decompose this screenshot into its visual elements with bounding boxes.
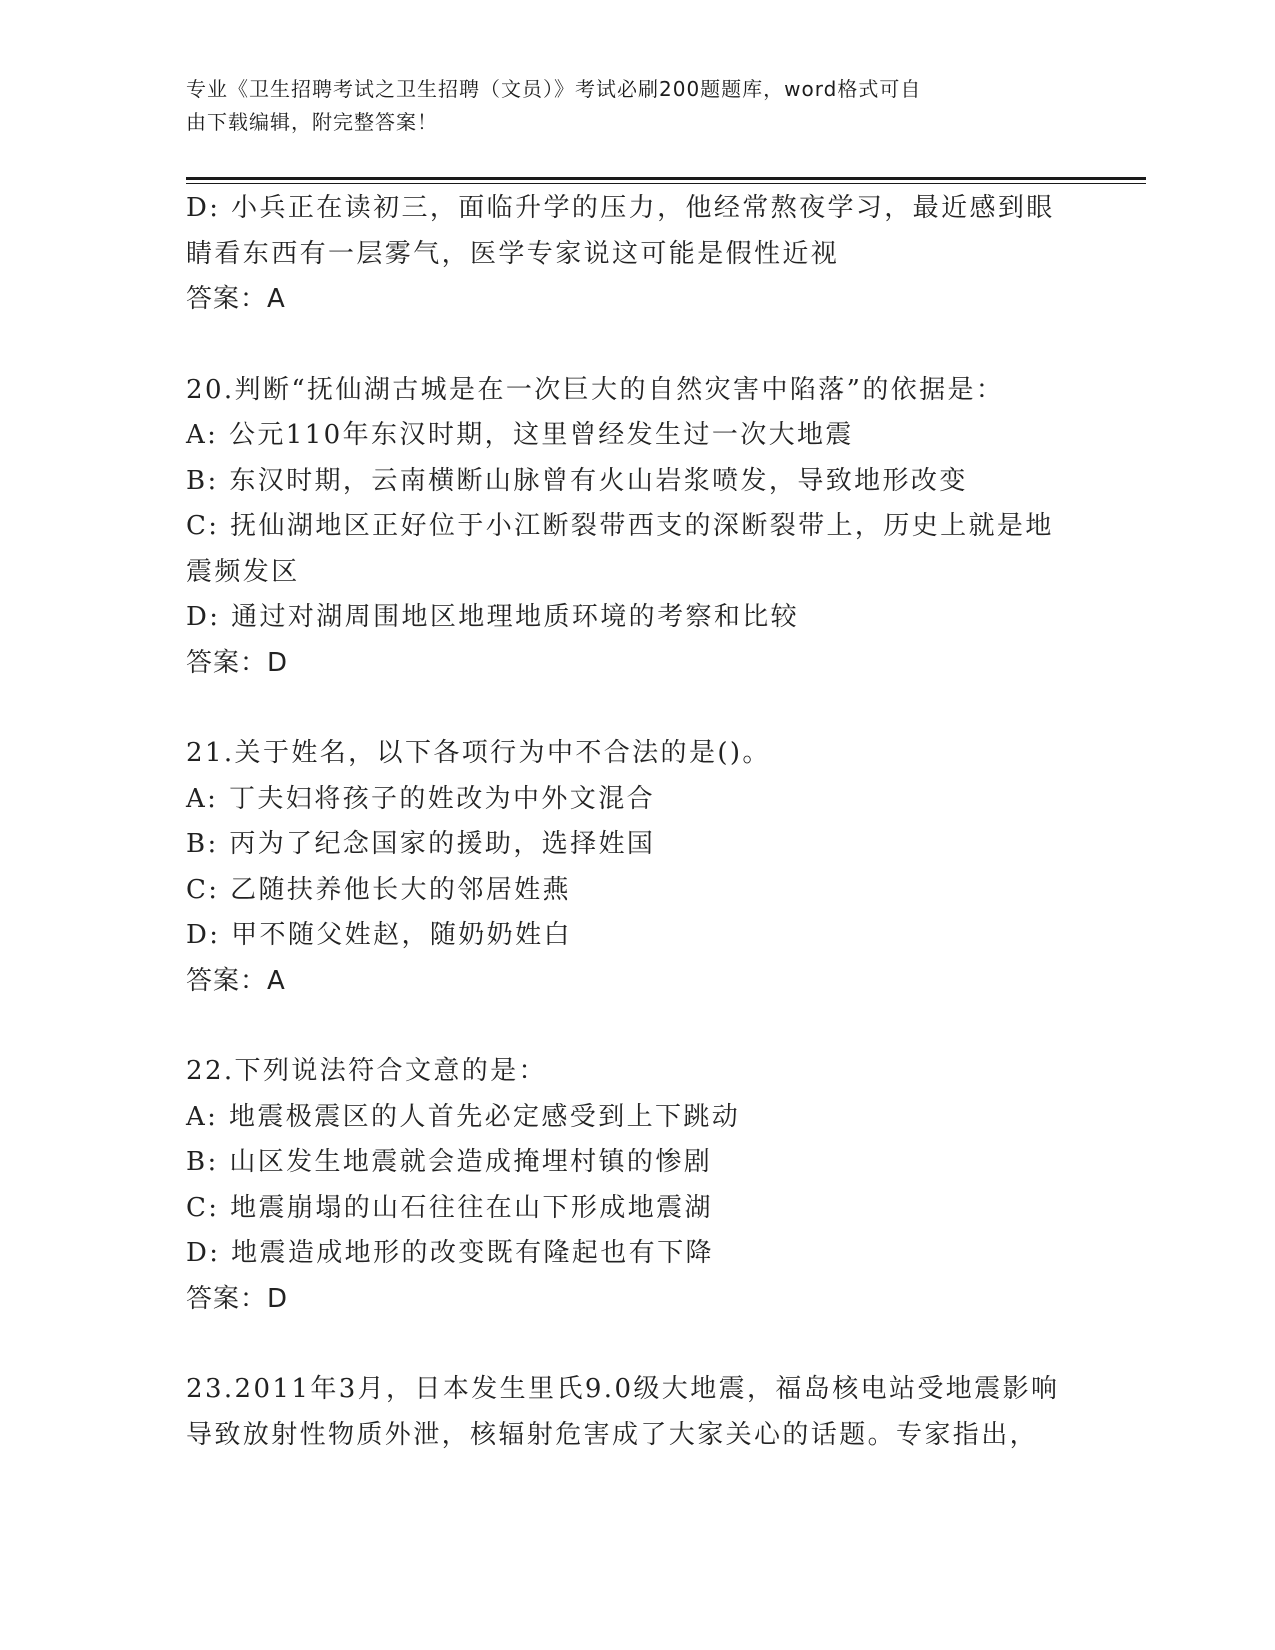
question-23 [186,1367,1086,1458]
header-line-1: 专业《卫生招聘考试之卫生招聘（文员）》考试必刷200题题库，word格式可自 [186,77,922,101]
option-a: A: 丁夫妇将孩子的姓改为中外文混合 [186,783,656,814]
spacer [186,1004,1086,1049]
answer: 答案：A [186,965,286,996]
spacer [186,686,1086,731]
option-c: C: 地震崩塌的山石往往在山下形成地震湖 [186,1192,713,1223]
option-d-line-2: 睛看东西有一层雾气，医学专家说这可能是假性近视 [186,238,840,269]
option-c: C: 乙随扶养他长大的邻居姓燕 [186,874,571,905]
question-stem: 21.关于姓名，以下各项行为中不合法的是()。 [186,738,771,768]
option-d: D: 地震造成地形的改变既有隆起也有下降 [186,1238,714,1268]
question-19-continued [186,186,1086,323]
option-c-line-1: C: 抚仙湖地区正好位于小江断裂带西支的深断裂带上，历史上就是地 [186,511,1054,541]
answer: 答案：A [186,284,286,314]
question-stem: 22.下列说法符合文意的是： [186,1056,547,1086]
option-c-line-2: 震频发区 [186,556,300,587]
question-20 [186,368,1086,687]
option-d: D: 甲不随父姓赵，随奶奶姓白 [186,920,572,950]
question-stem: 20.判断“抚仙湖古城是在一次巨大的自然灾害中陷落”的依据是： [186,374,1005,405]
question-stem-line-1: 23.2011年3月，日本发生里氏9.0级大地震，福岛核电站受地震影响 [186,1374,1060,1404]
question-21 [186,731,1086,1004]
header-rule-thin [186,183,1146,184]
page-content [186,186,1086,1458]
option-a: A: 地震极震区的人首先必定感受到上下跳动 [186,1101,741,1132]
document-header [186,73,1066,139]
option-b: B: 丙为了纪念国家的援助，选择姓国 [186,829,656,859]
option-b: B: 东汉时期，云南横断山脉曾有火山岩浆喷发，导致地形改变 [186,465,968,496]
header-line-2: 由下载编辑，附完整答案！ [186,110,438,134]
header-rule-thick [186,177,1146,180]
option-a: A: 公元110年东汉时期，这里曾经发生过一次大地震 [186,420,854,450]
option-d-line-1: D: 小兵正在读初三，面临升学的压力，他经常熬夜学习，最近感到眼 [186,193,1055,223]
spacer [186,1322,1086,1367]
answer: 答案：D [186,647,289,678]
option-d: D: 通过对湖周围地区地理地质环境的考察和比较 [186,602,800,632]
answer: 答案：D [186,1283,289,1314]
option-b: B: 山区发生地震就会造成掩埋村镇的惨剧 [186,1147,713,1177]
question-22 [186,1049,1086,1322]
spacer [186,323,1086,368]
question-stem-line-2: 导致放射性物质外泄，核辐射危害成了大家关心的话题。专家指出， [186,1419,1039,1450]
